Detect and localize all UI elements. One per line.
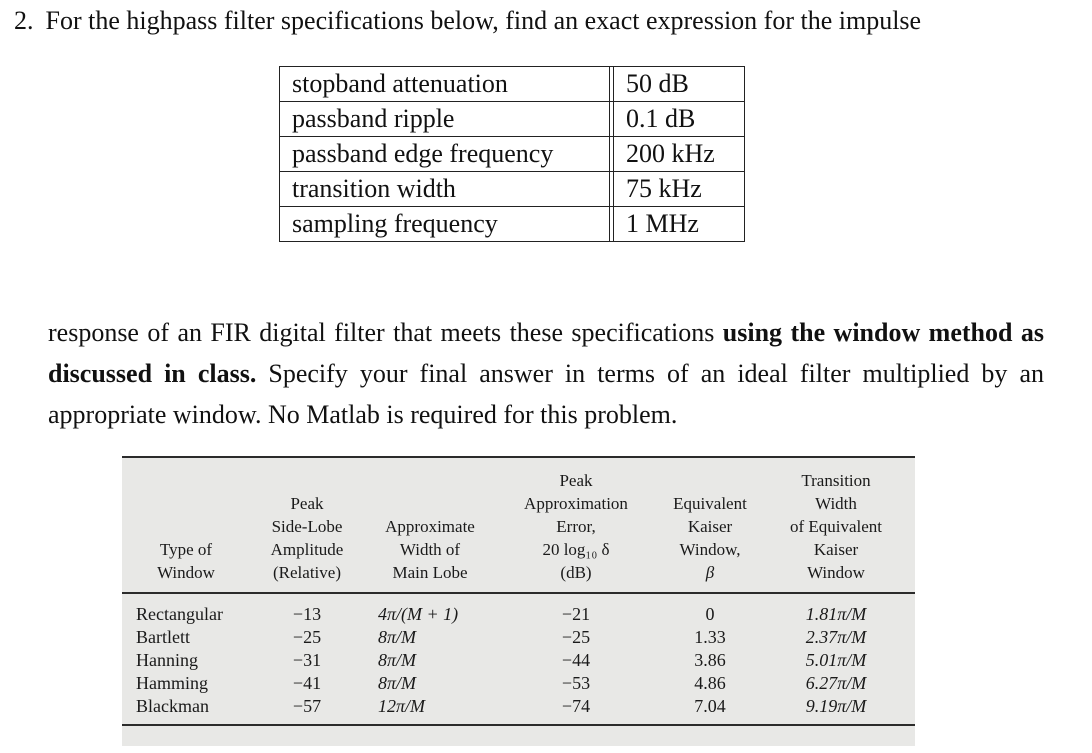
window-name: Bartlett: [136, 627, 190, 647]
table-bottom-rule: [122, 724, 915, 726]
transition-value: 1.81π/M: [805, 604, 867, 624]
header-transition-width: Transition Width of Equivalent Kaiser Window: [789, 471, 883, 582]
spec-value: 50 dB: [614, 67, 745, 102]
header-main-lobe-width: Approximate Width of Main Lobe: [385, 517, 475, 582]
error-value: −53: [561, 673, 591, 693]
transition-value: 6.27π/M: [805, 673, 867, 693]
sidelobe-value: −57: [292, 696, 322, 716]
spec-value: 1 MHz: [614, 207, 745, 242]
beta-value: 0: [705, 604, 715, 624]
mainlobe-value: 4π/(M + 1): [378, 604, 459, 624]
spec-table: [279, 66, 745, 242]
spec-row: [280, 102, 745, 137]
sidelobe-value: −31: [292, 650, 322, 670]
paragraph-bold-text: using the window method as discussed in class.: [48, 318, 1044, 388]
beta-value: 1.33: [694, 627, 726, 647]
paragraph-text-2: Specify your final answer in terms of an ideal filter multiplied by an appropriate window. No Matlab is required for this problem.: [48, 359, 1044, 429]
spec-param: stopband attenuation: [280, 67, 610, 102]
beta-value: 7.04: [694, 696, 726, 716]
question-intro-text: For the highpass filter specifications below, find an exact expression for the impulse: [45, 6, 922, 35]
beta-value: 3.86: [694, 650, 726, 670]
paragraph-text-1: response of an FIR digital filter that meets these specifications: [48, 318, 723, 347]
sidelobe-value: −41: [292, 673, 322, 693]
question-number: 2.: [14, 6, 34, 35]
question-paragraph: [48, 312, 1044, 435]
spec-row: [280, 172, 745, 207]
window-name: Rectangular: [136, 604, 223, 624]
window-name: Hanning: [136, 650, 198, 670]
error-value: −21: [561, 604, 591, 624]
transition-value: 2.37π/M: [805, 627, 867, 647]
mainlobe-value: 8π/M: [378, 650, 417, 670]
question-intro: [14, 6, 921, 36]
transition-value: 9.19π/M: [805, 696, 867, 716]
spec-row: [280, 207, 745, 242]
header-type-of-window: Type of Window: [157, 540, 215, 582]
error-value: −74: [561, 696, 591, 716]
window-name: Hamming: [136, 673, 208, 693]
mainlobe-value: 8π/M: [378, 673, 417, 693]
sidelobe-value: −13: [292, 604, 322, 624]
table-header-rule: [122, 592, 915, 594]
beta-value: 4.86: [694, 673, 726, 693]
error-value: −44: [561, 650, 591, 670]
spec-value: 200 kHz: [614, 137, 745, 172]
header-kaiser-beta: Equivalent Kaiser Window, β: [673, 494, 747, 582]
error-value: −25: [561, 627, 591, 647]
spec-row: [280, 137, 745, 172]
spec-param: sampling frequency: [280, 207, 610, 242]
header-approximation-error: Peak Approximation Error, 20 log₁₀ δ (dB): [524, 471, 628, 582]
spec-value: 75 kHz: [614, 172, 745, 207]
spec-param: passband ripple: [280, 102, 610, 137]
window-name: Blackman: [136, 696, 209, 716]
header-peak-sidelobe: Peak Side-Lobe Amplitude (Relative): [270, 494, 344, 582]
sidelobe-value: −25: [292, 627, 322, 647]
mainlobe-value: 8π/M: [378, 627, 417, 647]
spec-value: 0.1 dB: [614, 102, 745, 137]
spec-param: transition width: [280, 172, 610, 207]
window-properties-table: [122, 456, 915, 746]
spec-row: [280, 67, 745, 102]
transition-value: 5.01π/M: [805, 650, 867, 670]
mainlobe-value: 12π/M: [378, 696, 426, 716]
spec-param: passband edge frequency: [280, 137, 610, 172]
table-top-rule: [122, 456, 915, 458]
